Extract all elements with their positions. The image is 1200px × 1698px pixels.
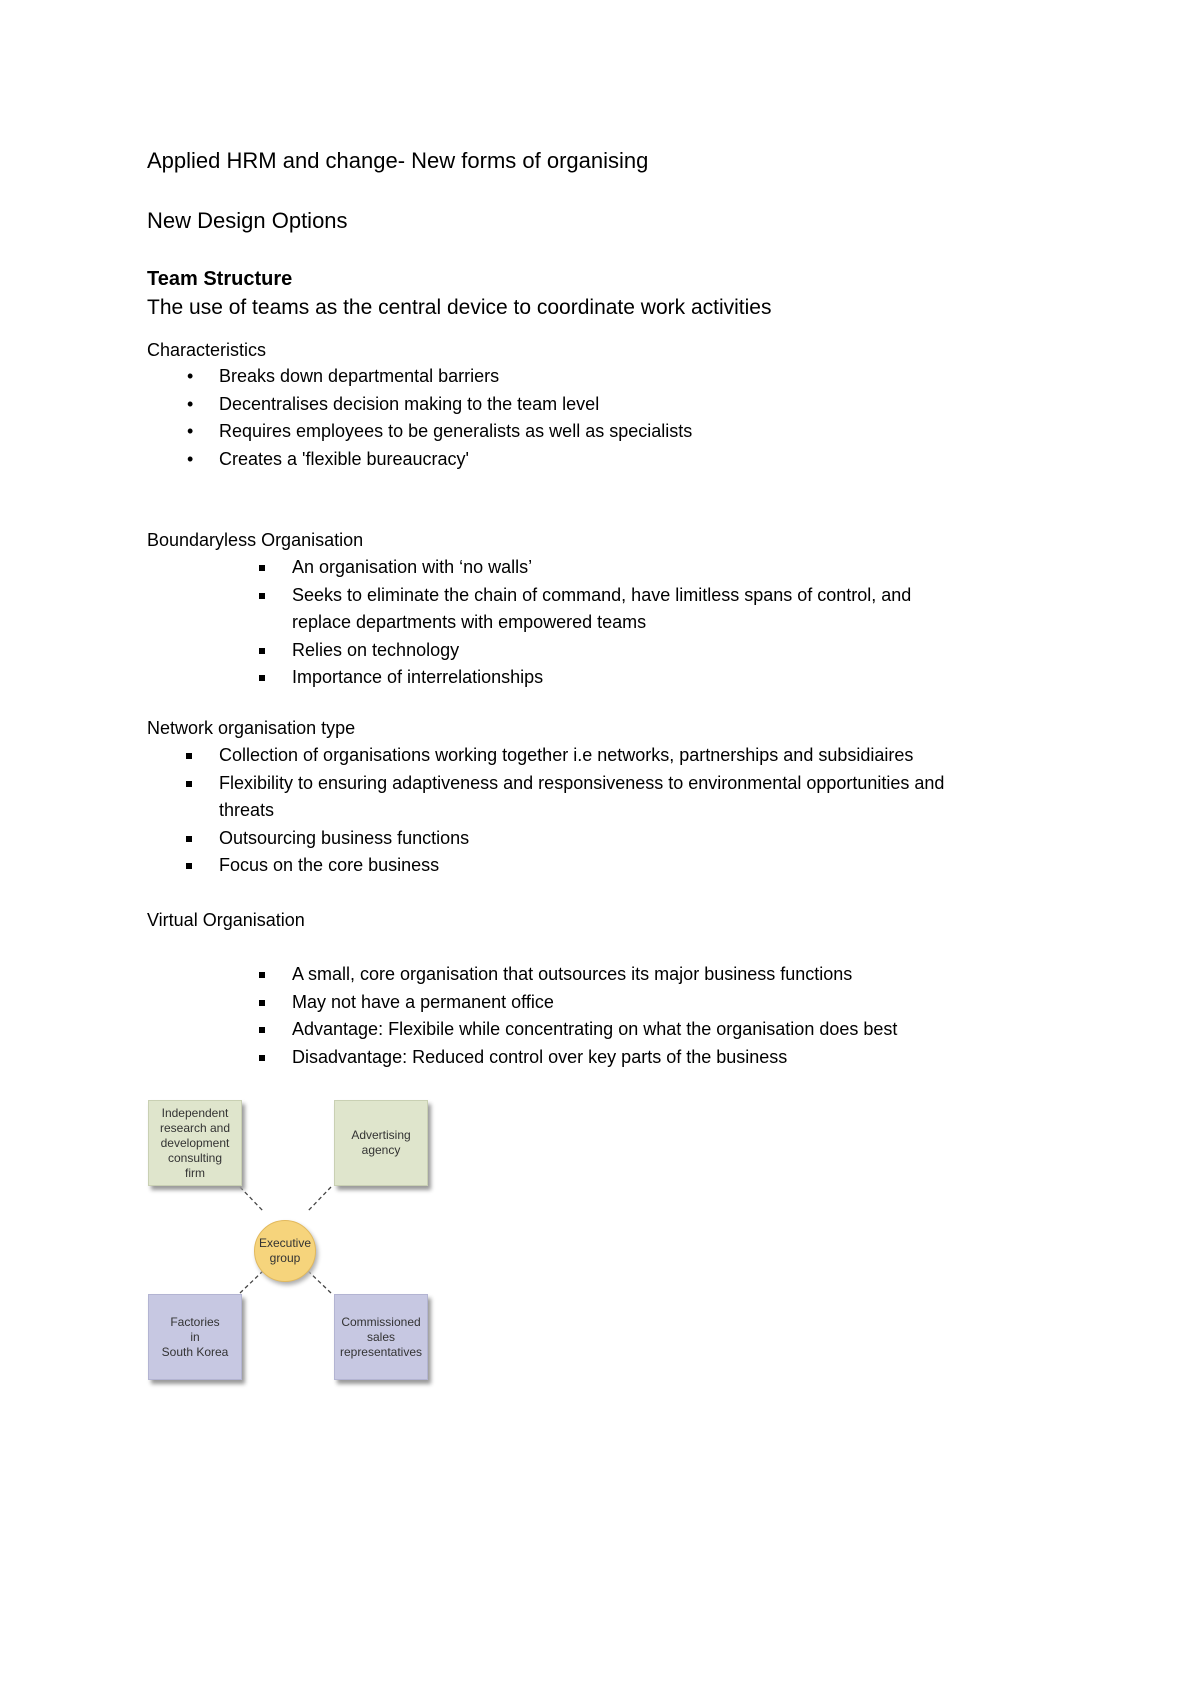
factories-box: Factories in South Korea (148, 1294, 242, 1380)
list-item: • Decentralises decision making to the team level (219, 391, 692, 419)
list-item: Collection of organisations working together i.e networks, partnerships and subsidiaires (219, 742, 944, 770)
square-bullet-icon (186, 863, 192, 869)
square-bullet-icon (259, 675, 265, 681)
list-item: • Requires employees to be generalists as well as specialists (219, 418, 692, 446)
square-bullet-icon (259, 1027, 265, 1033)
characteristics-list (187, 363, 693, 473)
network-heading: Network organisation type (147, 718, 356, 738)
list-item: Flexibility to ensuring adaptiveness and responsiveness to environmental opportunities and (219, 770, 944, 798)
list-item: Seeks to eliminate the chain of command, have limitless spans of control, and (292, 582, 911, 610)
sales-representatives-box: Commissioned sales representatives (334, 1294, 428, 1380)
square-bullet-icon (259, 648, 265, 654)
square-bullet-icon (186, 836, 192, 842)
team-structure-heading: Team Structure (147, 268, 293, 290)
list-item: Focus on the core business (219, 852, 944, 880)
section-subtitle: New Design Options (147, 208, 348, 233)
list-item-continuation: replace departments with empowered teams (292, 612, 647, 632)
list-item: Relies on technology (292, 637, 911, 665)
list-item: A small, core organisation that outsources its major business functions (292, 961, 897, 989)
list-item: • Creates a 'flexible bureaucracy' (219, 446, 692, 474)
connector-line (240, 1270, 264, 1293)
bullet-icon: • (187, 393, 194, 414)
boundaryless-heading: Boundaryless Organisation (147, 530, 364, 550)
square-bullet-icon (259, 972, 265, 978)
list-item: An organisation with ‘no walls’ (292, 554, 911, 582)
bullet-icon: • (187, 366, 194, 386)
square-bullet-icon (259, 1055, 265, 1061)
team-structure-definition: The use of teams as the central device to coordinate work activities (147, 296, 772, 319)
bullet-icon: • (187, 448, 194, 469)
connector-line (307, 1270, 331, 1293)
square-bullet-icon (259, 593, 265, 599)
connector-line (240, 1187, 264, 1212)
square-bullet-icon (259, 565, 265, 571)
list-item: • Breaks down departmental barriers (219, 363, 692, 391)
list-item: Advantage: Flexibile while concentrating on what the organisation does best (292, 1016, 897, 1044)
virtual-list (292, 961, 897, 1071)
boundaryless-list (292, 554, 911, 692)
bullet-icon: • (187, 421, 194, 441)
connector-line (307, 1187, 331, 1212)
research-firm-box: Independent research and development consulting firm (148, 1100, 242, 1186)
list-item: Disadvantage: Reduced control over key parts of the business (292, 1044, 897, 1072)
square-bullet-icon (186, 753, 192, 759)
list-item: Importance of interrelationships (292, 664, 911, 692)
list-item: May not have a permanent office (292, 989, 897, 1017)
network-list (219, 742, 944, 880)
document-title: Applied HRM and change- New forms of organising (147, 148, 649, 173)
advertising-agency-box: Advertising agency (334, 1100, 428, 1186)
list-item-continuation: threats (219, 800, 275, 820)
list-item: Outsourcing business functions (219, 825, 944, 853)
characteristics-label: Characteristics (147, 340, 267, 360)
executive-group-circle: Executive group (254, 1220, 316, 1282)
virtual-heading: Virtual Organisation (147, 910, 305, 930)
square-bullet-icon (259, 1000, 265, 1006)
square-bullet-icon (186, 781, 192, 787)
virtual-organisation-diagram (147, 1100, 437, 1385)
